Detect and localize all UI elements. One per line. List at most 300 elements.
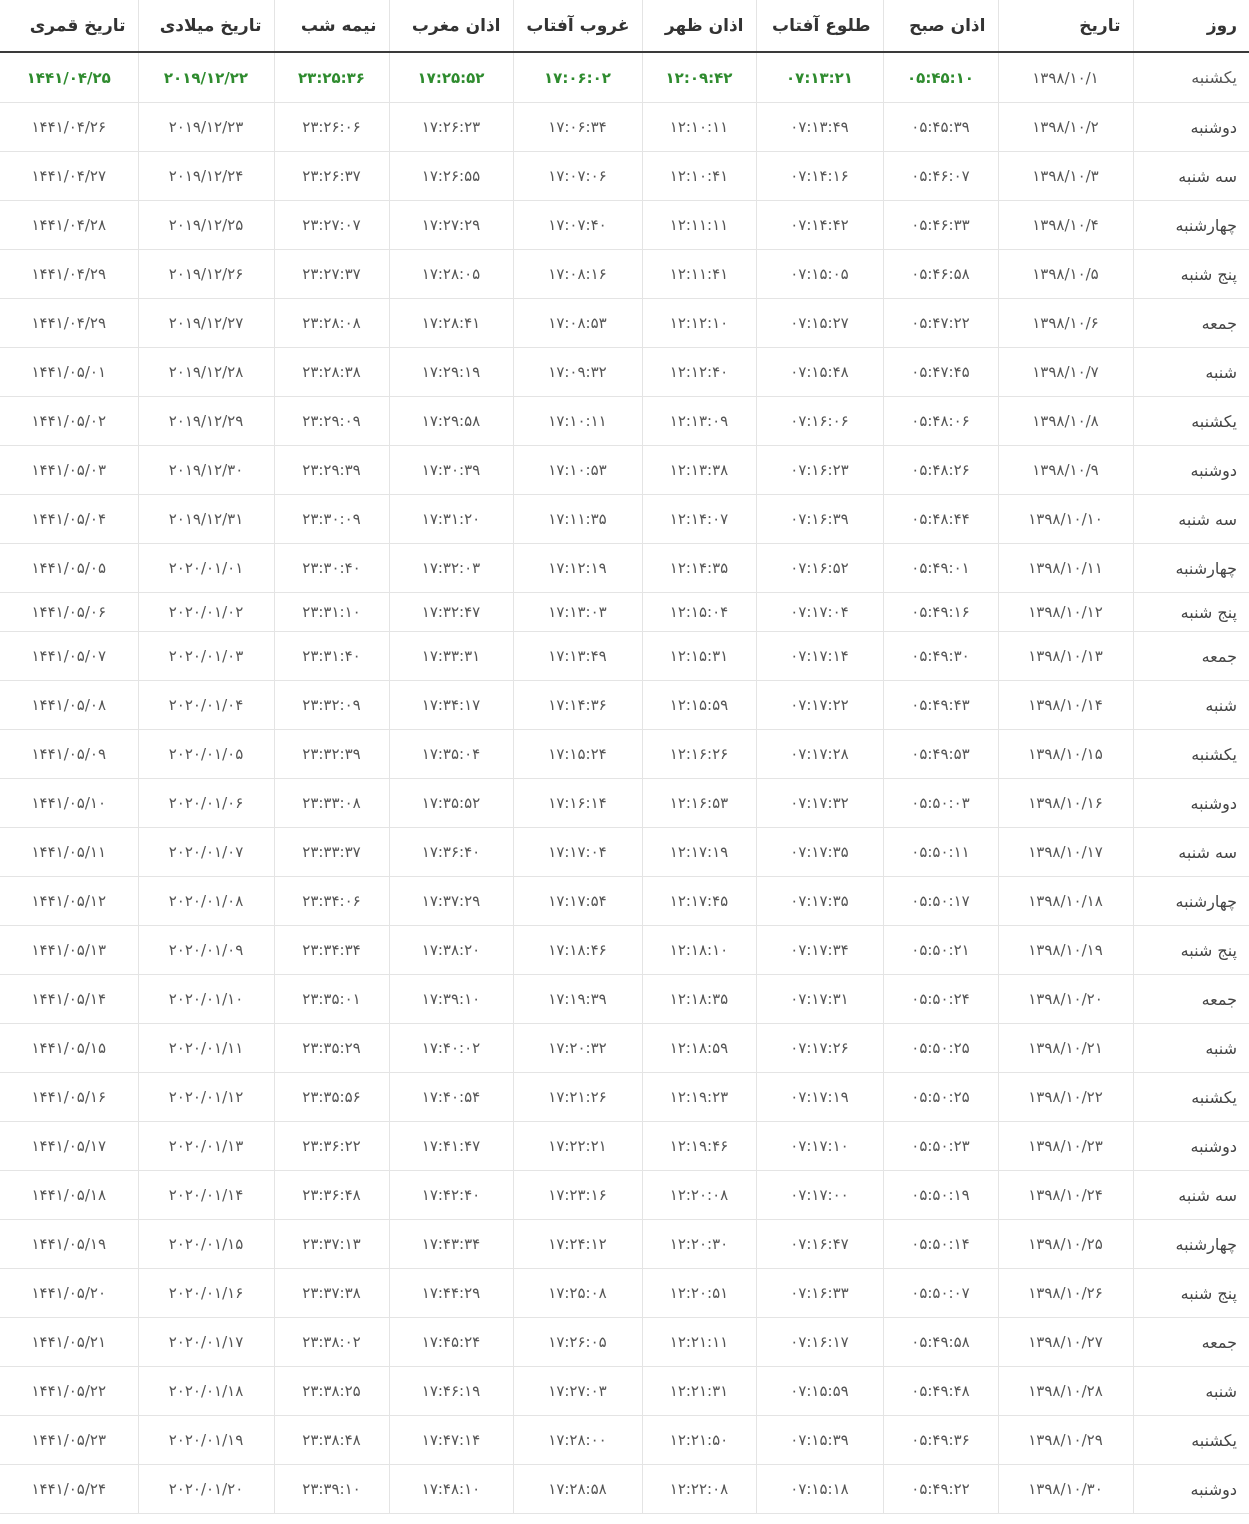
midnight-cell: ۲۳:۳۷:۱۳	[274, 1220, 389, 1269]
date-cell: ۱۳۹۸/۱۰/۱۶	[998, 779, 1133, 828]
sunset-cell: ۱۷:۱۴:۳۶	[513, 681, 642, 730]
hijri-date-cell: ۱۴۴۱/۰۴/۲۵	[0, 52, 138, 103]
sunset-cell: ۱۷:۲۸:۰۰	[513, 1416, 642, 1465]
day-cell: سه شنبه	[1133, 152, 1249, 201]
fajr-cell: ۰۵:۵۰:۲۱	[883, 926, 998, 975]
fajr-cell: ۰۵:۴۶:۰۷	[883, 152, 998, 201]
sunrise-cell: ۰۷:۱۷:۱۰	[756, 1122, 883, 1171]
table-row	[0, 495, 1249, 544]
date-cell: ۱۳۹۸/۱۰/۱۱	[998, 544, 1133, 593]
day-cell: چهارشنبه	[1133, 877, 1249, 926]
date-cell: ۱۳۹۸/۱۰/۱۳	[998, 632, 1133, 681]
table-row	[0, 299, 1249, 348]
fajr-cell: ۰۵:۴۹:۳۰	[883, 632, 998, 681]
sunset-cell: ۱۷:۲۵:۰۸	[513, 1269, 642, 1318]
sunset-cell: ۱۷:۲۴:۱۲	[513, 1220, 642, 1269]
maghrib-cell: ۱۷:۴۱:۴۷	[389, 1122, 513, 1171]
day-cell: یکشنبه	[1133, 1416, 1249, 1465]
gregorian-date-cell: ۲۰۲۰/۰۱/۱۱	[138, 1024, 274, 1073]
dhuhr-cell: ۱۲:۲۰:۳۰	[642, 1220, 756, 1269]
day-cell: شنبه	[1133, 1024, 1249, 1073]
dhuhr-cell: ۱۲:۱۸:۱۰	[642, 926, 756, 975]
sunrise-cell: ۰۷:۱۷:۳۵	[756, 877, 883, 926]
hijri-date-cell: ۱۴۴۱/۰۵/۲۱	[0, 1318, 138, 1367]
hijri-date-cell: ۱۴۴۱/۰۴/۲۶	[0, 103, 138, 152]
dhuhr-cell: ۱۲:۱۴:۰۷	[642, 495, 756, 544]
header-fajr: اذان صبح	[883, 0, 998, 52]
header-row	[0, 0, 1249, 52]
midnight-cell: ۲۳:۳۶:۲۲	[274, 1122, 389, 1171]
gregorian-date-cell: ۲۰۲۰/۰۱/۱۵	[138, 1220, 274, 1269]
date-cell: ۱۳۹۸/۱۰/۲۰	[998, 975, 1133, 1024]
dhuhr-cell: ۱۲:۱۶:۵۳	[642, 779, 756, 828]
fajr-cell: ۰۵:۴۹:۵۳	[883, 730, 998, 779]
sunrise-cell: ۰۷:۱۶:۱۷	[756, 1318, 883, 1367]
hijri-date-cell: ۱۴۴۱/۰۵/۰۵	[0, 544, 138, 593]
hijri-date-cell: ۱۴۴۱/۰۵/۱۹	[0, 1220, 138, 1269]
day-cell: پنج شنبه	[1133, 1269, 1249, 1318]
header-hijri-date: تاریخ قمری	[0, 0, 138, 52]
sunrise-cell: ۰۷:۱۷:۲۸	[756, 730, 883, 779]
day-cell: پنج شنبه	[1133, 250, 1249, 299]
hijri-date-cell: ۱۴۴۱/۰۵/۰۲	[0, 397, 138, 446]
dhuhr-cell: ۱۲:۱۰:۴۱	[642, 152, 756, 201]
hijri-date-cell: ۱۴۴۱/۰۴/۲۹	[0, 299, 138, 348]
midnight-cell: ۲۳:۳۸:۰۲	[274, 1318, 389, 1367]
maghrib-cell: ۱۷:۳۲:۰۳	[389, 544, 513, 593]
day-cell: چهارشنبه	[1133, 544, 1249, 593]
hijri-date-cell: ۱۴۴۱/۰۵/۲۰	[0, 1269, 138, 1318]
gregorian-date-cell: ۲۰۱۹/۱۲/۲۴	[138, 152, 274, 201]
day-cell: چهارشنبه	[1133, 1220, 1249, 1269]
fajr-cell: ۰۵:۵۰:۲۵	[883, 1073, 998, 1122]
table-row	[0, 730, 1249, 779]
date-cell: ۱۳۹۸/۱۰/۲۳	[998, 1122, 1133, 1171]
sunrise-cell: ۰۷:۱۶:۵۲	[756, 544, 883, 593]
table-row	[0, 544, 1249, 593]
maghrib-cell: ۱۷:۲۶:۵۵	[389, 152, 513, 201]
fajr-cell: ۰۵:۴۹:۱۶	[883, 593, 998, 632]
hijri-date-cell: ۱۴۴۱/۰۵/۰۳	[0, 446, 138, 495]
maghrib-cell: ۱۷:۳۷:۲۹	[389, 877, 513, 926]
sunrise-cell: ۰۷:۱۶:۰۶	[756, 397, 883, 446]
table-row	[0, 1367, 1249, 1416]
table-row	[0, 1318, 1249, 1367]
dhuhr-cell: ۱۲:۱۳:۰۹	[642, 397, 756, 446]
midnight-cell: ۲۳:۳۸:۴۸	[274, 1416, 389, 1465]
header-sunrise: طلوع آفتاب	[756, 0, 883, 52]
midnight-cell: ۲۳:۳۷:۳۸	[274, 1269, 389, 1318]
fajr-cell: ۰۵:۴۹:۵۸	[883, 1318, 998, 1367]
date-cell: ۱۳۹۸/۱۰/۲۵	[998, 1220, 1133, 1269]
table-row	[0, 779, 1249, 828]
table-row	[0, 52, 1249, 103]
sunset-cell: ۱۷:۱۰:۵۳	[513, 446, 642, 495]
sunset-cell: ۱۷:۲۰:۳۲	[513, 1024, 642, 1073]
midnight-cell: ۲۳:۳۵:۰۱	[274, 975, 389, 1024]
dhuhr-cell: ۱۲:۲۰:۰۸	[642, 1171, 756, 1220]
date-cell: ۱۳۹۸/۱۰/۳۰	[998, 1465, 1133, 1514]
fajr-cell: ۰۵:۵۰:۲۵	[883, 1024, 998, 1073]
maghrib-cell: ۱۷:۳۹:۱۰	[389, 975, 513, 1024]
fajr-cell: ۰۵:۴۶:۳۳	[883, 201, 998, 250]
maghrib-cell: ۱۷:۲۷:۲۹	[389, 201, 513, 250]
hijri-date-cell: ۱۴۴۱/۰۵/۱۶	[0, 1073, 138, 1122]
maghrib-cell: ۱۷:۴۰:۵۴	[389, 1073, 513, 1122]
midnight-cell: ۲۳:۳۰:۰۹	[274, 495, 389, 544]
fajr-cell: ۰۵:۵۰:۱۹	[883, 1171, 998, 1220]
date-cell: ۱۳۹۸/۱۰/۵	[998, 250, 1133, 299]
sunrise-cell: ۰۷:۱۵:۳۹	[756, 1416, 883, 1465]
sunset-cell: ۱۷:۰۷:۴۰	[513, 201, 642, 250]
sunset-cell: ۱۷:۱۳:۴۹	[513, 632, 642, 681]
dhuhr-cell: ۱۲:۱۷:۱۹	[642, 828, 756, 877]
day-cell: دوشنبه	[1133, 103, 1249, 152]
day-cell: جمعه	[1133, 975, 1249, 1024]
sunset-cell: ۱۷:۰۶:۳۴	[513, 103, 642, 152]
midnight-cell: ۲۳:۳۳:۰۸	[274, 779, 389, 828]
fajr-cell: ۰۵:۴۶:۵۸	[883, 250, 998, 299]
sunrise-cell: ۰۷:۱۷:۳۴	[756, 926, 883, 975]
fajr-cell: ۰۵:۵۰:۰۷	[883, 1269, 998, 1318]
midnight-cell: ۲۳:۳۰:۴۰	[274, 544, 389, 593]
day-cell: یکشنبه	[1133, 52, 1249, 103]
table-row	[0, 1416, 1249, 1465]
fajr-cell: ۰۵:۴۵:۱۰	[883, 52, 998, 103]
fajr-cell: ۰۵:۴۷:۴۵	[883, 348, 998, 397]
day-cell: دوشنبه	[1133, 446, 1249, 495]
table-row	[0, 1024, 1249, 1073]
dhuhr-cell: ۱۲:۲۲:۰۸	[642, 1465, 756, 1514]
date-cell: ۱۳۹۸/۱۰/۱۸	[998, 877, 1133, 926]
header-gregorian-date: تاریخ میلادی	[138, 0, 274, 52]
sunset-cell: ۱۷:۲۸:۵۸	[513, 1465, 642, 1514]
midnight-cell: ۲۳:۲۹:۰۹	[274, 397, 389, 446]
hijri-date-cell: ۱۴۴۱/۰۵/۲۳	[0, 1416, 138, 1465]
date-cell: ۱۳۹۸/۱۰/۸	[998, 397, 1133, 446]
maghrib-cell: ۱۷:۳۶:۴۰	[389, 828, 513, 877]
midnight-cell: ۲۳:۲۶:۰۶	[274, 103, 389, 152]
dhuhr-cell: ۱۲:۱۹:۴۶	[642, 1122, 756, 1171]
dhuhr-cell: ۱۲:۱۸:۳۵	[642, 975, 756, 1024]
sunset-cell: ۱۷:۰۶:۰۲	[513, 52, 642, 103]
table-row	[0, 250, 1249, 299]
sunrise-cell: ۰۷:۱۷:۱۴	[756, 632, 883, 681]
sunrise-cell: ۰۷:۱۳:۴۹	[756, 103, 883, 152]
fajr-cell: ۰۵:۴۹:۲۲	[883, 1465, 998, 1514]
day-cell: شنبه	[1133, 681, 1249, 730]
day-cell: یکشنبه	[1133, 1073, 1249, 1122]
table-body	[0, 52, 1249, 1514]
header-sunset: غروب آفتاب	[513, 0, 642, 52]
hijri-date-cell: ۱۴۴۱/۰۵/۰۸	[0, 681, 138, 730]
midnight-cell: ۲۳:۳۴:۰۶	[274, 877, 389, 926]
gregorian-date-cell: ۲۰۲۰/۰۱/۰۹	[138, 926, 274, 975]
gregorian-date-cell: ۲۰۲۰/۰۱/۰۶	[138, 779, 274, 828]
fajr-cell: ۰۵:۴۹:۳۶	[883, 1416, 998, 1465]
hijri-date-cell: ۱۴۴۱/۰۵/۱۱	[0, 828, 138, 877]
table-row	[0, 681, 1249, 730]
sunrise-cell: ۰۷:۱۷:۰۴	[756, 593, 883, 632]
date-cell: ۱۳۹۸/۱۰/۴	[998, 201, 1133, 250]
sunrise-cell: ۰۷:۱۷:۲۶	[756, 1024, 883, 1073]
hijri-date-cell: ۱۴۴۱/۰۵/۱۴	[0, 975, 138, 1024]
maghrib-cell: ۱۷:۳۲:۴۷	[389, 593, 513, 632]
table-row	[0, 828, 1249, 877]
hijri-date-cell: ۱۴۴۱/۰۵/۲۴	[0, 1465, 138, 1514]
table-row	[0, 1171, 1249, 1220]
dhuhr-cell: ۱۲:۱۲:۴۰	[642, 348, 756, 397]
dhuhr-cell: ۱۲:۱۰:۱۱	[642, 103, 756, 152]
gregorian-date-cell: ۲۰۲۰/۰۱/۱۳	[138, 1122, 274, 1171]
dhuhr-cell: ۱۲:۱۵:۰۴	[642, 593, 756, 632]
date-cell: ۱۳۹۸/۱۰/۳	[998, 152, 1133, 201]
hijri-date-cell: ۱۴۴۱/۰۵/۲۲	[0, 1367, 138, 1416]
sunrise-cell: ۰۷:۱۷:۲۲	[756, 681, 883, 730]
fajr-cell: ۰۵:۵۰:۱۴	[883, 1220, 998, 1269]
fajr-cell: ۰۵:۵۰:۲۴	[883, 975, 998, 1024]
fajr-cell: ۰۵:۴۹:۴۸	[883, 1367, 998, 1416]
sunset-cell: ۱۷:۱۳:۰۳	[513, 593, 642, 632]
hijri-date-cell: ۱۴۴۱/۰۵/۱۳	[0, 926, 138, 975]
day-cell: دوشنبه	[1133, 1465, 1249, 1514]
sunrise-cell: ۰۷:۱۶:۲۳	[756, 446, 883, 495]
gregorian-date-cell: ۲۰۱۹/۱۲/۳۰	[138, 446, 274, 495]
sunrise-cell: ۰۷:۱۷:۳۱	[756, 975, 883, 1024]
date-cell: ۱۳۹۸/۱۰/۱۴	[998, 681, 1133, 730]
hijri-date-cell: ۱۴۴۱/۰۵/۱۵	[0, 1024, 138, 1073]
gregorian-date-cell: ۲۰۲۰/۰۱/۱۰	[138, 975, 274, 1024]
midnight-cell: ۲۳:۳۸:۲۵	[274, 1367, 389, 1416]
maghrib-cell: ۱۷:۲۵:۵۲	[389, 52, 513, 103]
sunrise-cell: ۰۷:۱۵:۴۸	[756, 348, 883, 397]
gregorian-date-cell: ۲۰۱۹/۱۲/۲۶	[138, 250, 274, 299]
day-cell: جمعه	[1133, 632, 1249, 681]
gregorian-date-cell: ۲۰۲۰/۰۱/۲۰	[138, 1465, 274, 1514]
sunrise-cell: ۰۷:۱۵:۵۹	[756, 1367, 883, 1416]
dhuhr-cell: ۱۲:۱۷:۴۵	[642, 877, 756, 926]
midnight-cell: ۲۳:۲۵:۳۶	[274, 52, 389, 103]
sunrise-cell: ۰۷:۱۳:۲۱	[756, 52, 883, 103]
table-row	[0, 1073, 1249, 1122]
hijri-date-cell: ۱۴۴۱/۰۵/۱۸	[0, 1171, 138, 1220]
sunset-cell: ۱۷:۱۷:۰۴	[513, 828, 642, 877]
sunset-cell: ۱۷:۱۸:۴۶	[513, 926, 642, 975]
sunset-cell: ۱۷:۲۶:۰۵	[513, 1318, 642, 1367]
fajr-cell: ۰۵:۴۹:۰۱	[883, 544, 998, 593]
sunrise-cell: ۰۷:۱۵:۱۸	[756, 1465, 883, 1514]
fajr-cell: ۰۵:۵۰:۰۳	[883, 779, 998, 828]
table-row	[0, 1465, 1249, 1514]
hijri-date-cell: ۱۴۴۱/۰۵/۰۱	[0, 348, 138, 397]
date-cell: ۱۳۹۸/۱۰/۲۶	[998, 1269, 1133, 1318]
date-cell: ۱۳۹۸/۱۰/۲۹	[998, 1416, 1133, 1465]
sunset-cell: ۱۷:۰۸:۵۳	[513, 299, 642, 348]
date-cell: ۱۳۹۸/۱۰/۲	[998, 103, 1133, 152]
gregorian-date-cell: ۲۰۲۰/۰۱/۰۲	[138, 593, 274, 632]
maghrib-cell: ۱۷:۳۴:۱۷	[389, 681, 513, 730]
table-row	[0, 152, 1249, 201]
gregorian-date-cell: ۲۰۱۹/۱۲/۲۲	[138, 52, 274, 103]
hijri-date-cell: ۱۴۴۱/۰۵/۰۶	[0, 593, 138, 632]
table-row	[0, 975, 1249, 1024]
date-cell: ۱۳۹۸/۱۰/۲۸	[998, 1367, 1133, 1416]
dhuhr-cell: ۱۲:۰۹:۴۲	[642, 52, 756, 103]
dhuhr-cell: ۱۲:۲۱:۵۰	[642, 1416, 756, 1465]
maghrib-cell: ۱۷:۲۹:۵۸	[389, 397, 513, 446]
midnight-cell: ۲۳:۳۲:۰۹	[274, 681, 389, 730]
date-cell: ۱۳۹۸/۱۰/۲۱	[998, 1024, 1133, 1073]
maghrib-cell: ۱۷:۴۳:۳۴	[389, 1220, 513, 1269]
maghrib-cell: ۱۷:۲۹:۱۹	[389, 348, 513, 397]
day-cell: دوشنبه	[1133, 779, 1249, 828]
gregorian-date-cell: ۲۰۲۰/۰۱/۰۷	[138, 828, 274, 877]
maghrib-cell: ۱۷:۴۴:۲۹	[389, 1269, 513, 1318]
sunrise-cell: ۰۷:۱۶:۴۷	[756, 1220, 883, 1269]
sunset-cell: ۱۷:۰۸:۱۶	[513, 250, 642, 299]
maghrib-cell: ۱۷:۳۱:۲۰	[389, 495, 513, 544]
maghrib-cell: ۱۷:۳۵:۵۲	[389, 779, 513, 828]
day-cell: پنج شنبه	[1133, 926, 1249, 975]
header-date: تاریخ	[998, 0, 1133, 52]
table-row	[0, 1220, 1249, 1269]
hijri-date-cell: ۱۴۴۱/۰۵/۱۰	[0, 779, 138, 828]
gregorian-date-cell: ۲۰۲۰/۰۱/۰۴	[138, 681, 274, 730]
hijri-date-cell: ۱۴۴۱/۰۵/۱۷	[0, 1122, 138, 1171]
date-cell: ۱۳۹۸/۱۰/۱۲	[998, 593, 1133, 632]
header-day: روز	[1133, 0, 1249, 52]
gregorian-date-cell: ۲۰۱۹/۱۲/۲۳	[138, 103, 274, 152]
day-cell: سه شنبه	[1133, 495, 1249, 544]
dhuhr-cell: ۱۲:۱۶:۲۶	[642, 730, 756, 779]
day-cell: شنبه	[1133, 348, 1249, 397]
dhuhr-cell: ۱۲:۱۸:۵۹	[642, 1024, 756, 1073]
day-cell: یکشنبه	[1133, 397, 1249, 446]
hijri-date-cell: ۱۴۴۱/۰۵/۱۲	[0, 877, 138, 926]
date-cell: ۱۳۹۸/۱۰/۱۰	[998, 495, 1133, 544]
gregorian-date-cell: ۲۰۱۹/۱۲/۲۹	[138, 397, 274, 446]
table-row	[0, 103, 1249, 152]
hijri-date-cell: ۱۴۴۱/۰۵/۰۷	[0, 632, 138, 681]
sunrise-cell: ۰۷:۱۷:۳۲	[756, 779, 883, 828]
gregorian-date-cell: ۲۰۱۹/۱۲/۲۷	[138, 299, 274, 348]
dhuhr-cell: ۱۲:۱۲:۱۰	[642, 299, 756, 348]
maghrib-cell: ۱۷:۲۸:۴۱	[389, 299, 513, 348]
table-row	[0, 446, 1249, 495]
gregorian-date-cell: ۲۰۲۰/۰۱/۱۲	[138, 1073, 274, 1122]
table-row	[0, 1269, 1249, 1318]
hijri-date-cell: ۱۴۴۱/۰۴/۲۸	[0, 201, 138, 250]
table-row	[0, 926, 1249, 975]
gregorian-date-cell: ۲۰۲۰/۰۱/۰۵	[138, 730, 274, 779]
sunset-cell: ۱۷:۲۱:۲۶	[513, 1073, 642, 1122]
date-cell: ۱۳۹۸/۱۰/۲۷	[998, 1318, 1133, 1367]
dhuhr-cell: ۱۲:۱۹:۲۳	[642, 1073, 756, 1122]
maghrib-cell: ۱۷:۴۸:۱۰	[389, 1465, 513, 1514]
sunrise-cell: ۰۷:۱۴:۱۶	[756, 152, 883, 201]
date-cell: ۱۳۹۸/۱۰/۱	[998, 52, 1133, 103]
fajr-cell: ۰۵:۴۸:۴۴	[883, 495, 998, 544]
day-cell: شنبه	[1133, 1367, 1249, 1416]
dhuhr-cell: ۱۲:۲۰:۵۱	[642, 1269, 756, 1318]
table-header	[0, 0, 1249, 52]
date-cell: ۱۳۹۸/۱۰/۱۵	[998, 730, 1133, 779]
sunrise-cell: ۰۷:۱۷:۰۰	[756, 1171, 883, 1220]
maghrib-cell: ۱۷:۳۸:۲۰	[389, 926, 513, 975]
maghrib-cell: ۱۷:۴۰:۰۲	[389, 1024, 513, 1073]
date-cell: ۱۳۹۸/۱۰/۷	[998, 348, 1133, 397]
sunset-cell: ۱۷:۲۲:۲۱	[513, 1122, 642, 1171]
date-cell: ۱۳۹۸/۱۰/۲۲	[998, 1073, 1133, 1122]
dhuhr-cell: ۱۲:۱۵:۵۹	[642, 681, 756, 730]
dhuhr-cell: ۱۲:۲۱:۱۱	[642, 1318, 756, 1367]
midnight-cell: ۲۳:۲۹:۳۹	[274, 446, 389, 495]
maghrib-cell: ۱۷:۴۶:۱۹	[389, 1367, 513, 1416]
sunrise-cell: ۰۷:۱۶:۳۳	[756, 1269, 883, 1318]
midnight-cell: ۲۳:۳۵:۲۹	[274, 1024, 389, 1073]
day-cell: چهارشنبه	[1133, 201, 1249, 250]
dhuhr-cell: ۱۲:۱۵:۳۱	[642, 632, 756, 681]
midnight-cell: ۲۳:۳۶:۴۸	[274, 1171, 389, 1220]
fajr-cell: ۰۵:۴۸:۲۶	[883, 446, 998, 495]
table-row	[0, 877, 1249, 926]
midnight-cell: ۲۳:۲۷:۰۷	[274, 201, 389, 250]
sunset-cell: ۱۷:۱۰:۱۱	[513, 397, 642, 446]
fajr-cell: ۰۵:۵۰:۲۳	[883, 1122, 998, 1171]
gregorian-date-cell: ۲۰۱۹/۱۲/۲۸	[138, 348, 274, 397]
sunset-cell: ۱۷:۰۷:۰۶	[513, 152, 642, 201]
fajr-cell: ۰۵:۴۸:۰۶	[883, 397, 998, 446]
hijri-date-cell: ۱۴۴۱/۰۵/۰۹	[0, 730, 138, 779]
table-row	[0, 201, 1249, 250]
midnight-cell: ۲۳:۳۱:۱۰	[274, 593, 389, 632]
table-row	[0, 397, 1249, 446]
date-cell: ۱۳۹۸/۱۰/۹	[998, 446, 1133, 495]
sunset-cell: ۱۷:۱۵:۲۴	[513, 730, 642, 779]
day-cell: سه شنبه	[1133, 1171, 1249, 1220]
sunset-cell: ۱۷:۱۲:۱۹	[513, 544, 642, 593]
fajr-cell: ۰۵:۵۰:۱۷	[883, 877, 998, 926]
sunrise-cell: ۰۷:۱۷:۱۹	[756, 1073, 883, 1122]
fajr-cell: ۰۵:۴۹:۴۳	[883, 681, 998, 730]
fajr-cell: ۰۵:۴۵:۳۹	[883, 103, 998, 152]
dhuhr-cell: ۱۲:۲۱:۳۱	[642, 1367, 756, 1416]
sunset-cell: ۱۷:۱۷:۵۴	[513, 877, 642, 926]
sunset-cell: ۱۷:۱۹:۳۹	[513, 975, 642, 1024]
day-cell: جمعه	[1133, 299, 1249, 348]
sunset-cell: ۱۷:۱۶:۱۴	[513, 779, 642, 828]
day-cell: سه شنبه	[1133, 828, 1249, 877]
gregorian-date-cell: ۲۰۲۰/۰۱/۰۱	[138, 544, 274, 593]
sunset-cell: ۱۷:۲۷:۰۳	[513, 1367, 642, 1416]
maghrib-cell: ۱۷:۳۰:۳۹	[389, 446, 513, 495]
midnight-cell: ۲۳:۲۸:۰۸	[274, 299, 389, 348]
sunrise-cell: ۰۷:۱۵:۰۵	[756, 250, 883, 299]
midnight-cell: ۲۳:۳۹:۱۰	[274, 1465, 389, 1514]
gregorian-date-cell: ۲۰۲۰/۰۱/۱۹	[138, 1416, 274, 1465]
dhuhr-cell: ۱۲:۱۳:۳۸	[642, 446, 756, 495]
maghrib-cell: ۱۷:۴۵:۲۴	[389, 1318, 513, 1367]
gregorian-date-cell: ۲۰۲۰/۰۱/۱۶	[138, 1269, 274, 1318]
date-cell: ۱۳۹۸/۱۰/۱۷	[998, 828, 1133, 877]
maghrib-cell: ۱۷:۲۶:۲۳	[389, 103, 513, 152]
sunrise-cell: ۰۷:۱۷:۳۵	[756, 828, 883, 877]
header-dhuhr: اذان ظهر	[642, 0, 756, 52]
table-row	[0, 348, 1249, 397]
gregorian-date-cell: ۲۰۲۰/۰۱/۰۸	[138, 877, 274, 926]
sunrise-cell: ۰۷:۱۴:۴۲	[756, 201, 883, 250]
sunset-cell: ۱۷:۰۹:۳۲	[513, 348, 642, 397]
